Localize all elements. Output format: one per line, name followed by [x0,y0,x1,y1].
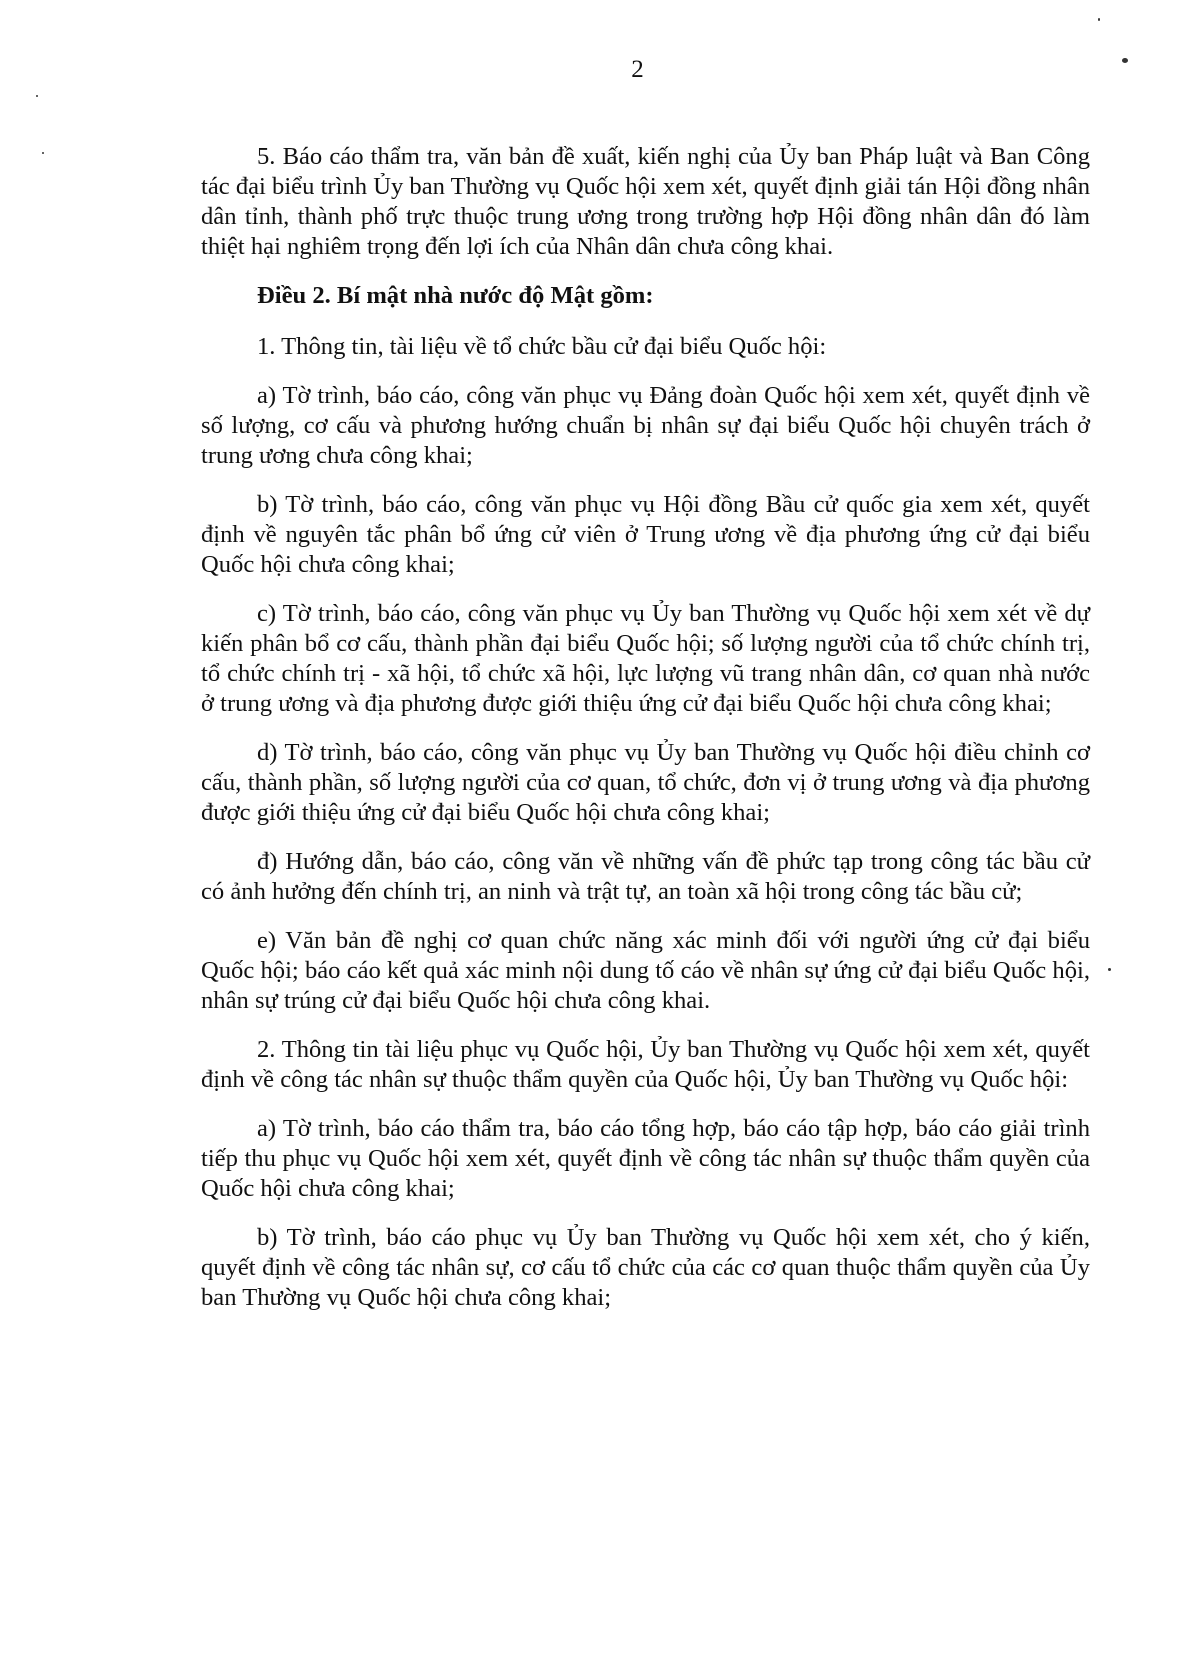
clause-2-title: 2. Thông tin tài liệu phục vụ Quốc hội, Ủy ban Thường vụ Quốc hội xem xét, quyết định về công tác nhân sự thuộc thẩm quyền của Quốc hội, Ủy ban Thường vụ Quốc hội: [201,1036,1090,1093]
clause-1-point-dd: đ) Hướng dẫn, báo cáo, công văn về những vấn đề phức tạp trong công tác bầu cử có ảnh hưởng đến chính trị, an ninh và trật tự, an toàn xã hội trong công tác bầu cử; [201,848,1090,905]
scan-speck [42,152,44,154]
page-number: 2 [631,56,644,83]
clause-2-point-a: a) Tờ trình, báo cáo thẩm tra, báo cáo tổng hợp, báo cáo tập hợp, báo cáo giải trình tiếp thu phục vụ Quốc hội xem xét, quyết định về công tác nhân sự thuộc thẩm quyền của Quốc hội chưa công khai; [201,1115,1090,1202]
clause-1-point-d: d) Tờ trình, báo cáo, công văn phục vụ Ủy ban Thường vụ Quốc hội điều chỉnh cơ cấu, thành phần, số lượng người của cơ quan, tổ chức, đơn vị ở trung ương và địa phương được giới thiệu ứng cử đại biểu Quốc hội chưa công khai; [201,739,1090,826]
clause-1-point-e: e) Văn bản đề nghị cơ quan chức năng xác minh đối với người ứng cử đại biểu Quốc hội; báo cáo kết quả xác minh nội dung tố cáo về nhân sự ứng cử đại biểu Quốc hội, nhân sự trúng cử đại biểu Quốc hội chưa công khai. [201,927,1090,1014]
clause-1-point-b: b) Tờ trình, báo cáo, công văn phục vụ Hội đồng Bầu cử quốc gia xem xét, quyết định về nguyên tắc phân bổ ứng cử viên ở Trung ương về địa phương ứng cử đại biểu Quốc hội chưa công khai; [201,491,1090,578]
clause-1-point-c: c) Tờ trình, báo cáo, công văn phục vụ Ủy ban Thường vụ Quốc hội xem xét về dự kiến phân bổ cơ cấu, thành phần đại biểu Quốc hội; số lượng người của tổ chức chính trị, tổ chức chính trị - xã hội, tổ chức xã hội, lực lượng vũ trang nhân dân, cơ quan nhà nước ở trung ương và địa phương được giới thiệu ứng cử đại biểu Quốc hội chưa công khai; [201,600,1090,717]
clause-1-title: 1. Thông tin, tài liệu về tổ chức bầu cử đại biểu Quốc hội: [257,333,827,360]
article-2-heading: Điều 2. Bí mật nhà nước độ Mật gồm: [257,282,654,309]
clause-1-point-a: a) Tờ trình, báo cáo, công văn phục vụ Đảng đoàn Quốc hội xem xét, quyết định về số lượng, cơ cấu và phương hướng chuẩn bị nhân sự đại biểu Quốc hội chuyên trách ở trung ương chưa công khai; [201,382,1090,469]
scan-speck [1098,18,1100,21]
scan-speck [1108,968,1111,971]
document-body [201,142,1090,1332]
scan-speck [36,95,38,97]
scan-speck [1122,58,1128,63]
clause-2-point-b: b) Tờ trình, báo cáo phục vụ Ủy ban Thường vụ Quốc hội xem xét, cho ý kiến, quyết định về công tác nhân sự, cơ cấu tổ chức của các cơ quan thuộc thẩm quyền của Ủy ban Thường vụ Quốc hội chưa công khai; [201,1224,1090,1311]
paragraph-item-5: 5. Báo cáo thẩm tra, văn bản đề xuất, kiến nghị của Ủy ban Pháp luật và Ban Công tác đại biểu trình Ủy ban Thường vụ Quốc hội xem xét, quyết định giải tán Hội đồng nhân dân tỉnh, thành phố trực thuộc trung ương trong trường hợp Hội đồng nhân dân đó làm thiệt hại nghiêm trọng đến lợi ích của Nhân dân chưa công khai. [201,143,1090,260]
